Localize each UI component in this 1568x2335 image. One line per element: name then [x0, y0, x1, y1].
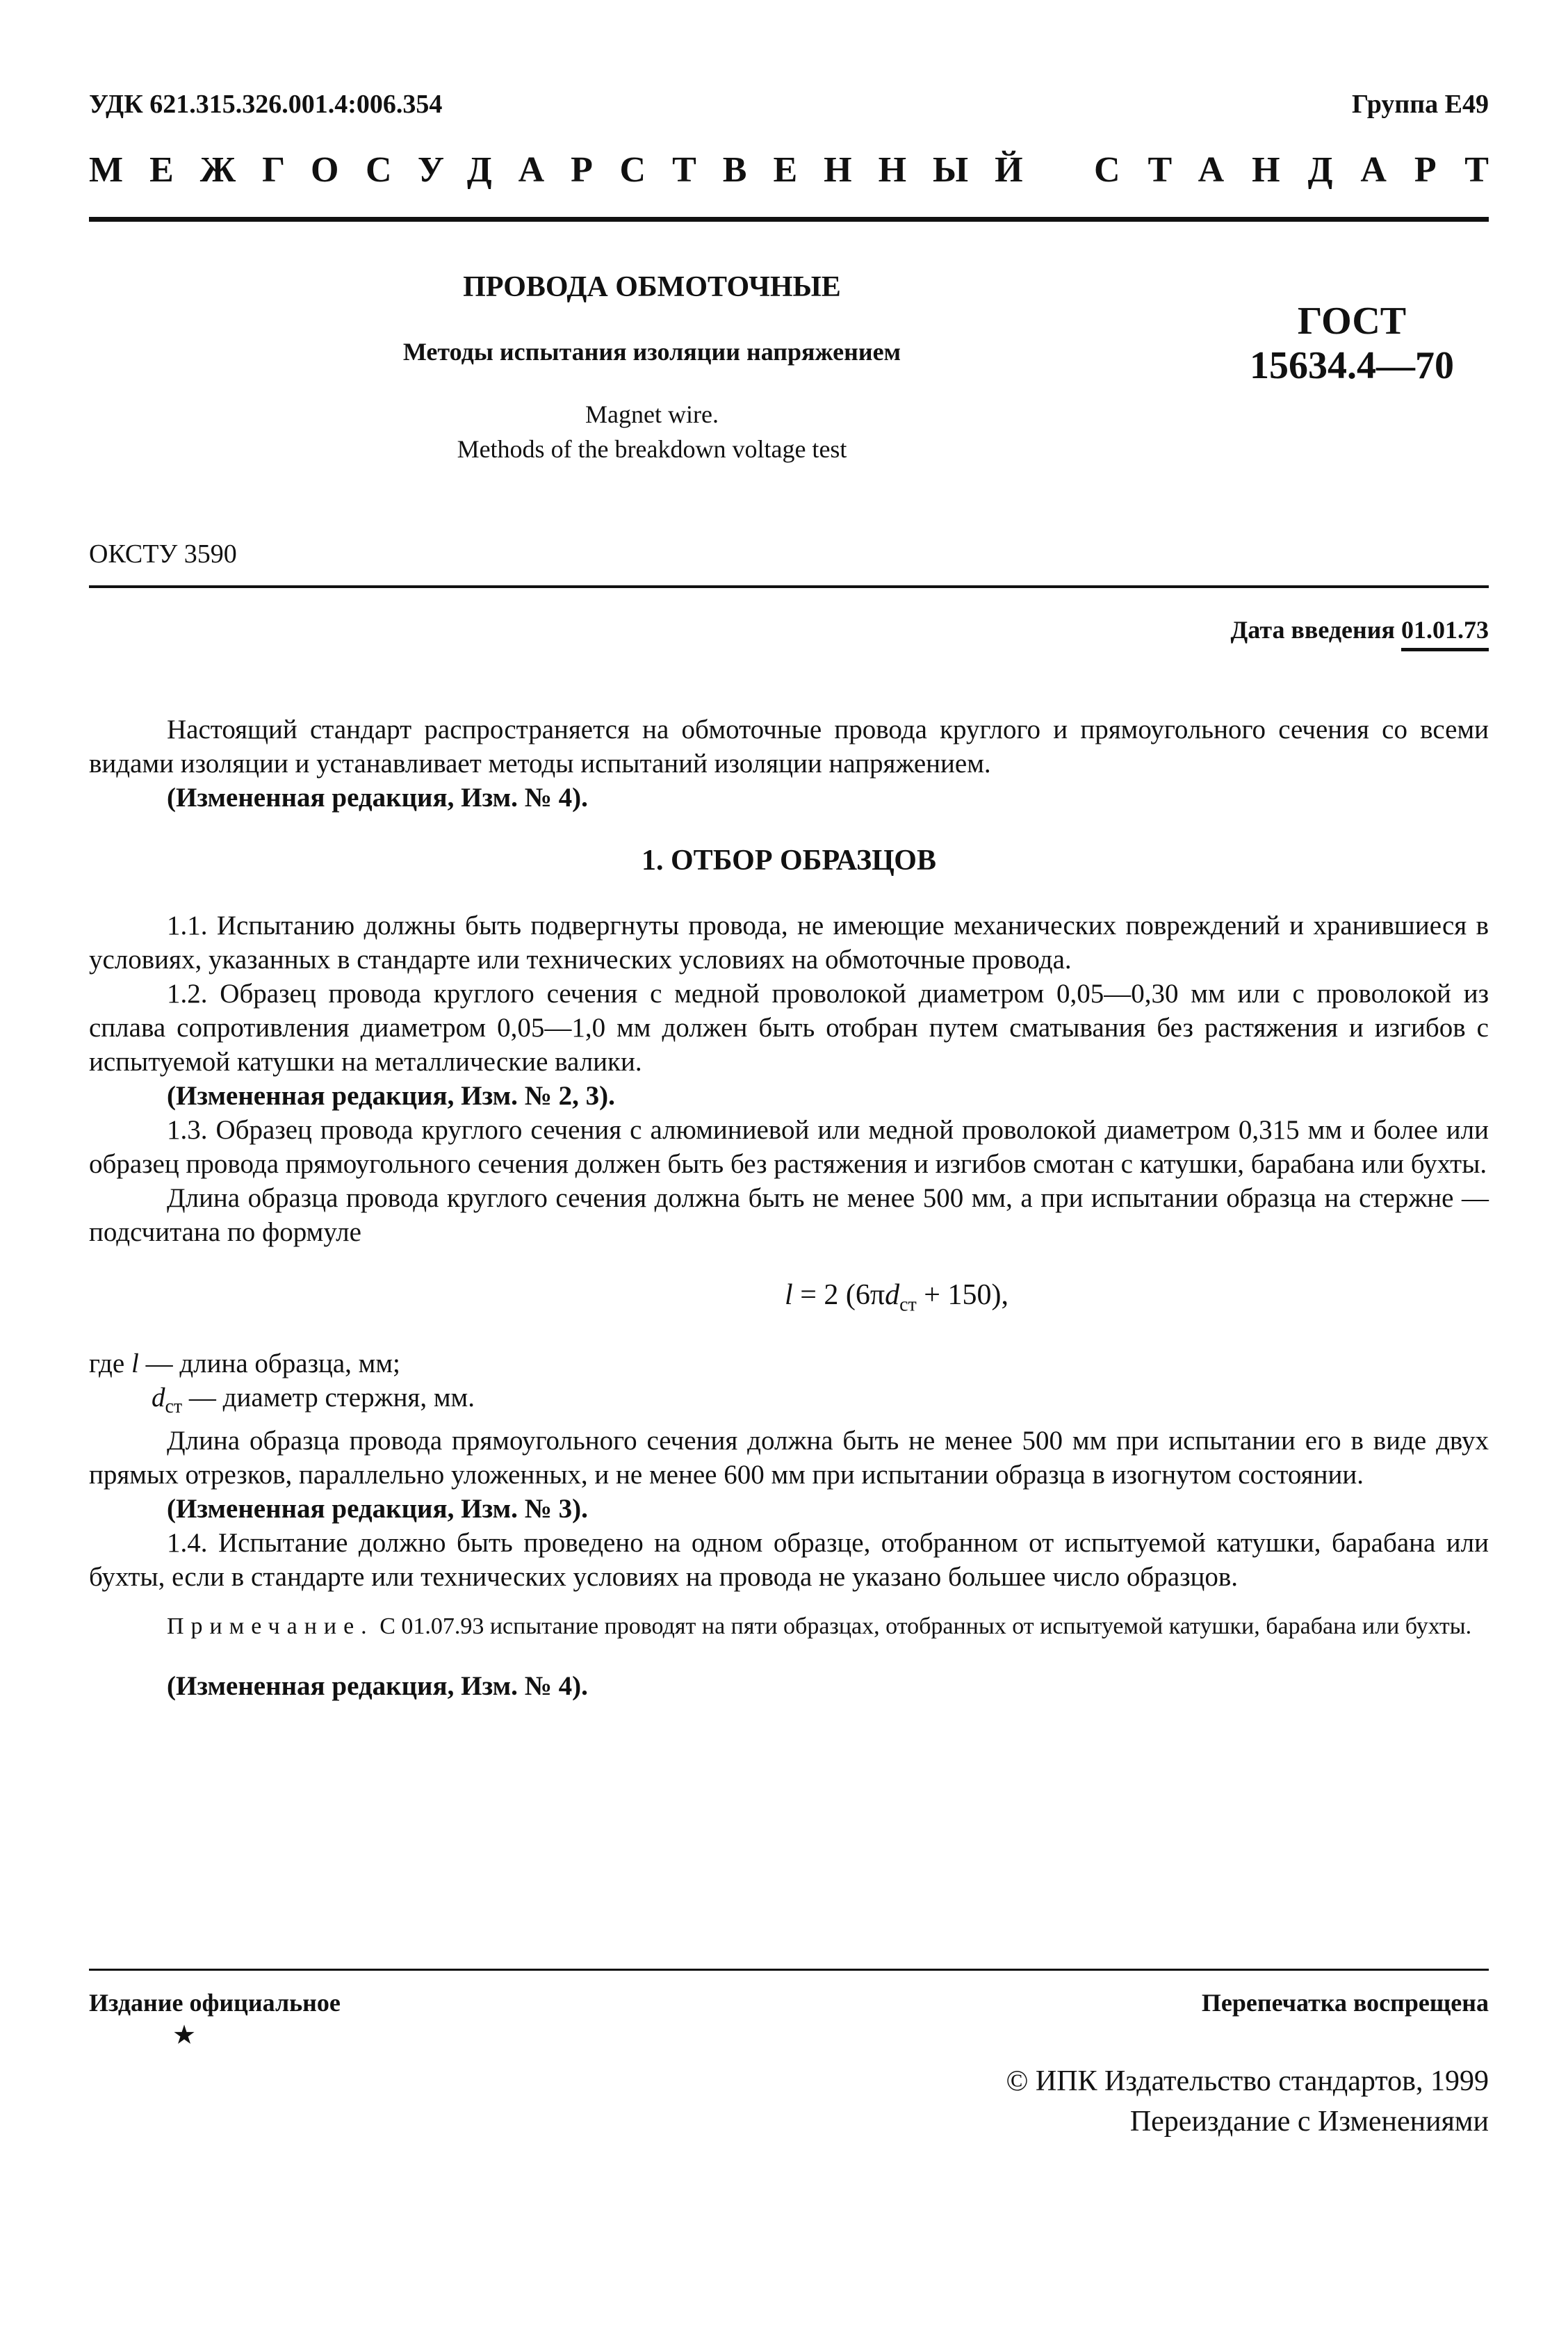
formula-end: + 150), [916, 1279, 1008, 1311]
okstu-code: ОКСТУ 3590 [89, 539, 237, 569]
clause-1-3-rectangular: Длина образца провода прямоугольного сечения должна быть не менее 500 мм при испытании его в виде двух прямых отрезков, параллельно уложенных, и не менее 600 мм при испытании образца в изогнутом состоянии. [89, 1426, 1489, 1490]
interstate-standard-heading [89, 149, 1517, 190]
document-page [89, 0, 1517, 2335]
amendment-note: (Измененная редакция, Изм. № 4). [167, 783, 588, 813]
date-value: 01.01.73 [1401, 616, 1489, 651]
amendment-note: (Измененная редакция, Изм. № 2, 3). [167, 1081, 615, 1111]
where-d: $d_{ст}$ — диаметр стержня, мм. [152, 1383, 475, 1418]
official-edition: Издание официальное [89, 1989, 341, 2017]
clause-1-3-length: Длина образца провода круглого сечения должна быть не менее 500 мм, а при испытании образца на стержне — подсчитана по формуле [89, 1183, 1489, 1247]
star-icon: ★ [172, 2021, 197, 2050]
date-label: Дата введения [1230, 616, 1401, 644]
where-l: где l — длина образца, мм; [89, 1349, 400, 1379]
clause-1-3: 1.3. Образец провода круглого сечения с алюминиевой или медной проволокой диаметром 0,315 мм и более или образец провода прямоугольного сечения должен быть без растяжения и изгибов смотан с катушки, барабана или бухты. [89, 1115, 1489, 1179]
formula-symbol-d: d [885, 1279, 900, 1311]
copyright-line: © ИПК Издательство стандартов, 1999 [1006, 2065, 1489, 2097]
clause-1-4: 1.4. Испытание должно быть проведено на одном образце, отобранном от испытуемой катушки, барабана или бухты, если в стандарте или технических условиях на провода не указано большее число образцов. [89, 1528, 1489, 1593]
amendment-note: (Измененная редакция, Изм. № 3). [167, 1494, 588, 1524]
formula-subscript: ст [899, 1294, 917, 1316]
note-label: Примечание. [167, 1613, 374, 1640]
english-title-line2: Methods of the breakdown voltage test [457, 435, 847, 463]
document-title: ПРОВОДА ОБМОТОЧНЫЕ [463, 271, 841, 303]
amendment-note: (Измененная редакция, Изм. № 4). [167, 1671, 588, 1702]
formula-middle: = 2 (6π [792, 1279, 885, 1311]
intro-paragraph: Настоящий стандарт распространяется на обмоточные провода круглого и прямоугольного сечения со всеми видами изоляции и устанавливает методы испытаний изоляции напряжением. [89, 715, 1489, 779]
section-heading: 1. ОТБОР ОБРАЗЦОВ [642, 845, 936, 877]
length-formula [304, 1278, 1489, 1321]
footer-rule [89, 1969, 1489, 1971]
formula-symbol-l: l [785, 1279, 793, 1311]
clause-1-1: 1.1. Испытанию должны быть подвергнуты провода, не имеющие механических повреждений и хранившиеся в условиях, указанных в стандарте или технических условиях на обмоточные провода. [89, 911, 1489, 975]
copyright-block [1006, 2061, 1489, 2142]
gost-designation [1215, 299, 1489, 388]
document-body [89, 713, 1489, 1703]
document-subtitle: Методы испытания изоляции напряжением [402, 338, 901, 366]
reissue-line: Переиздание с Изменениями [1129, 2106, 1489, 2138]
reprint-prohibited: Перепечатка воспрещена [1201, 1989, 1489, 2017]
gost-number: 15634.4—70 [1250, 344, 1454, 387]
udk-code: УДК 621.315.326.001.4:006.354 [89, 90, 443, 119]
okstu-rule [89, 585, 1489, 588]
standard-word: СТАНДАРТ [1093, 150, 1517, 190]
clause-1-2: 1.2. Образец провода круглого сечения с медной проволокой диаметром 0,05—0,30 мм или с проволокой из сплава сопротивления диаметром 0,05—1,0 мм должен быть отобран путем сматывания без растяжения и изгибов с испытуемой катушки на металлические валики. [89, 979, 1489, 1077]
interstate-word: МЕЖГОСУДАРСТВЕННЫЙ [89, 150, 1050, 190]
gost-label: ГОСТ [1297, 300, 1407, 343]
note-text: С 01.07.93 испытание проводят на пяти образцах, отобранных от испытуемой катушки, барабана или бухты. [373, 1613, 1472, 1640]
english-title [89, 397, 1215, 466]
introduction-date [1231, 615, 1489, 644]
header-rule [89, 217, 1489, 222]
group-code: Группа Е49 [1351, 90, 1489, 119]
english-title-line1: Magnet wire. [585, 400, 719, 428]
note-paragraph [89, 1611, 1489, 1643]
title-block [89, 268, 1215, 466]
